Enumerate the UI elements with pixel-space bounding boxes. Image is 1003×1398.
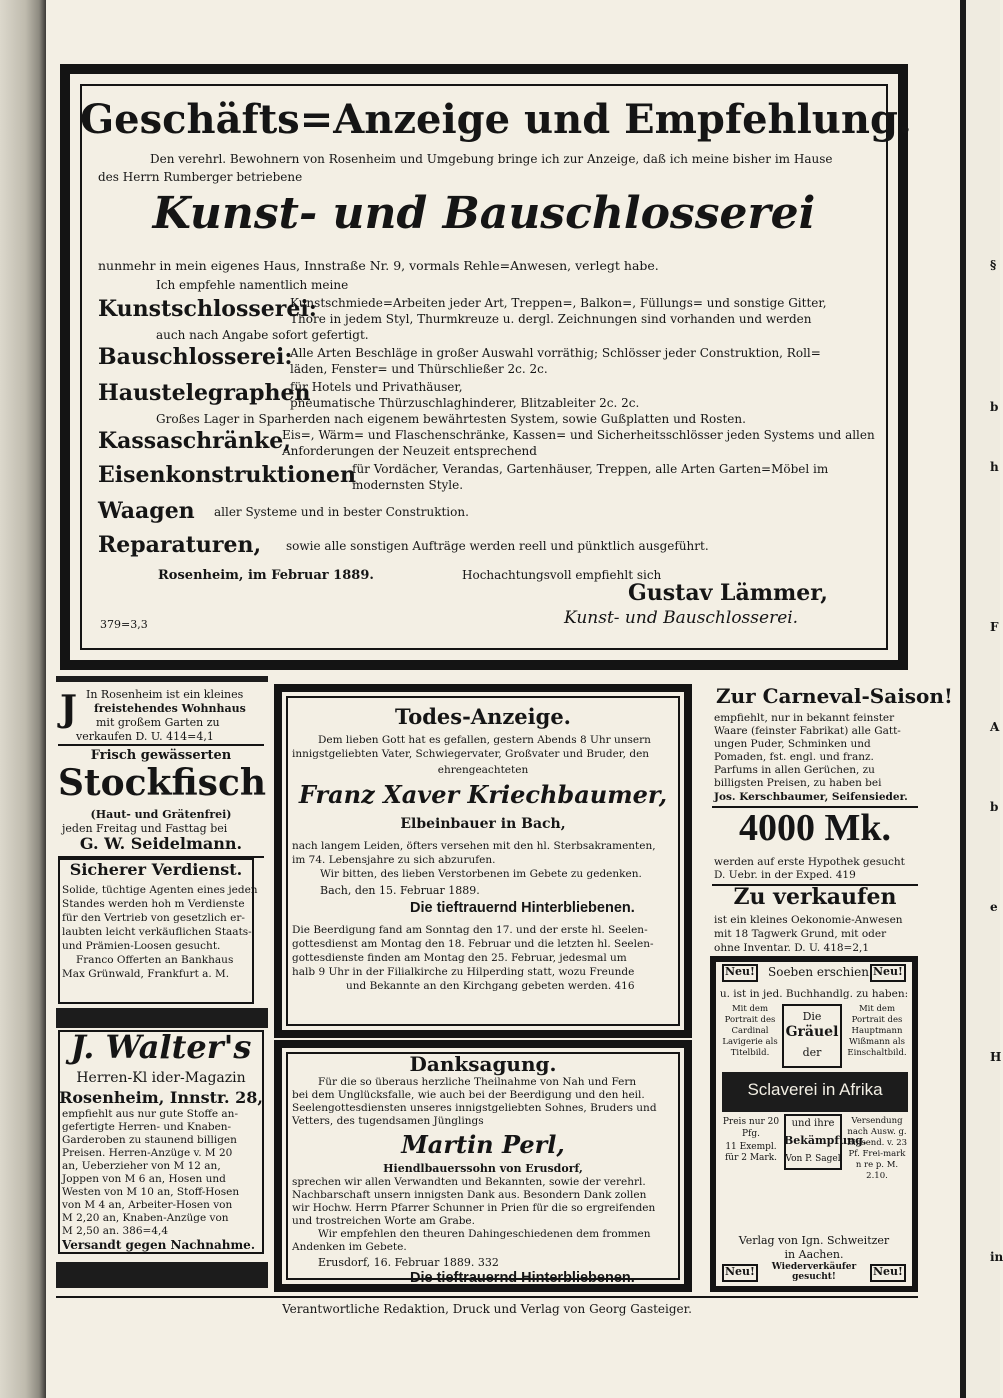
death-notice-title: Todes-Anzeige. xyxy=(395,704,571,729)
drop-cap: J xyxy=(60,688,78,730)
death-notice-line: Dem lieben Gott hat es gefallen, gestern Abends 8 Uhr unsern xyxy=(318,734,651,746)
new-badge-label: Neu! xyxy=(873,965,903,978)
walter-line: empfiehlt aus nur gute Stoffe an- xyxy=(62,1108,238,1120)
walter-address: Rosenheim, Innstr. 28, xyxy=(59,1088,263,1107)
sale-line: ist ein kleines Oekonomie-Anwesen xyxy=(714,914,903,926)
section-text: pneumatische Thürzuschlaghinderer, Blitzableiter 2c. 2c. xyxy=(290,396,640,410)
death-notice-date: Bach, den 15. Februar 1889. xyxy=(320,884,480,897)
earnings-line: für den Vertrieb von gesetzlich er- xyxy=(62,912,245,924)
margin-fragment: § xyxy=(990,258,997,272)
loan-amount: 4000 Mk. xyxy=(739,807,891,849)
walter-line: Garderoben zu staunend billigen xyxy=(62,1134,237,1146)
thanks-notice-line: Wir empfehlen den theuren Dahingeschiedenen dem frommen xyxy=(318,1228,651,1240)
thanks-notice-line: bei dem Unglücksfalle, wie auch bei der Beerdigung und den heil. xyxy=(292,1089,645,1101)
house-ad-line: In Rosenheim ist ein kleines xyxy=(86,688,244,701)
book-title-part: und ihre xyxy=(791,1118,835,1129)
section-text: aller Systeme und in bester Construktion. xyxy=(214,505,469,519)
new-badge-label: Neu! xyxy=(725,965,755,978)
ad-recommend-line: Ich empfehle namentlich meine xyxy=(156,278,349,292)
earnings-line: Franco Offerten an Bankhaus xyxy=(76,954,234,966)
section-text: Thore in jedem Styl, Thurmkreuze u. dergl. Zeichnungen sind vorhanden und werden xyxy=(290,312,812,326)
section-heading-eisenkonstruktionen: Eisenkonstruktionen xyxy=(98,462,356,488)
thanks-notice-name: Martin Perl, xyxy=(401,1130,565,1159)
book-availability: u. ist in jed. Buchhandlg. zu haben: xyxy=(719,988,909,1000)
death-notice-line: im 74. Lebensjahre zu sich abzurufen. xyxy=(292,854,496,866)
death-notice-line: Wir bitten, des lieben Verstorbenen im Gebete zu gedenken. xyxy=(320,868,642,880)
section-text: sowie alle sonstigen Aufträge werden reell und pünktlich ausgeführt. xyxy=(286,539,709,553)
death-notice-line: gottesdienste finden am Montag den 25. Februar, jedesmal um xyxy=(292,952,627,964)
ad-title: Geschäfts=Anzeige und Empfehlung. xyxy=(80,96,912,143)
thanks-notice-line: Nachbarschaft unsern innigsten Dank aus. Besondern Dank zollen xyxy=(292,1189,647,1201)
walter-subtitle: Herren-Kl ider-Magazin xyxy=(76,1070,246,1086)
book-resellers: Wiederverkäufer gesucht! xyxy=(771,1262,857,1282)
house-ad-line: freistehendes Wohnhaus xyxy=(94,702,246,715)
ad-business-name: Kunst- und Bauschlosserei xyxy=(152,188,816,239)
adjacent-page-rule xyxy=(960,0,966,1398)
walter-line: gefertigte Herren- und Knaben- xyxy=(62,1121,232,1133)
thanks-notice-line: Für die so überaus herzliche Theilnahme von Nah und Fern xyxy=(318,1076,637,1088)
section-heading-waagen: Waagen xyxy=(98,498,195,524)
book-publisher: Verlag von Ign. Schweitzer xyxy=(738,1234,890,1247)
section-heading-bauschlosserei: Bauschlosserei: xyxy=(98,344,293,370)
loan-line: D. Uebr. in der Exped. 419 xyxy=(714,869,856,881)
carnival-line: Pomaden, fst. engl. und franz. xyxy=(714,751,874,763)
adjacent-page-margin xyxy=(962,0,1000,1398)
section-text: für Hotels und Privathäuser, xyxy=(290,380,463,394)
section-text: Eis=, Wärm= und Flaschenschränke, Kassen= und Sicherheitsschlösser jeden Systems und allen xyxy=(282,428,875,442)
section-text: Kunstschmiede=Arbeiten jeder Art, Treppen=, Balkon=, Füllungs= und sonstige Gitter, xyxy=(290,296,827,310)
section-text: Alle Arten Beschläge in großer Auswahl vorräthig; Schlösser jeder Construktion, Roll= xyxy=(290,346,821,360)
ad-intro-line: Den verehrl. Bewohnern von Rosenheim und Umgebung bringe ich zur Anzeige, daß ich meine bisher im Hause xyxy=(150,152,833,166)
sale-line: ohne Inventar. D. U. 418=2,1 xyxy=(714,942,870,954)
section-heading-reparaturen: Reparaturen, xyxy=(98,532,262,558)
section-text: für Vordächer, Verandas, Gartenhäuser, Treppen, alle Arten Garten=Möbel im xyxy=(352,462,829,476)
section-text: modernsten Style. xyxy=(352,478,464,492)
ad-regards: Hochachtungsvoll empfiehlt sich xyxy=(462,568,662,582)
death-notice-line: halb 9 Uhr in der Filialkirche zu Hilperding statt, wozu Freunde xyxy=(292,966,635,978)
death-notice-signature: Die tieftrauernd Hinterbliebenen. xyxy=(410,900,635,916)
death-notice-line: innigstgeliebten Vater, Schwiegervater, Großvater und Bruder, den xyxy=(292,748,650,760)
new-badge-label: Neu! xyxy=(873,1265,903,1278)
section-text: Anforderungen der Neuzeit entsprechend xyxy=(282,444,537,458)
walter-footer: Versandt gegen Nachnahme. xyxy=(62,1238,255,1252)
ad-moved-line: nunmehr in mein eigenes Haus, Innstraße Nr. 9, vormals Rehle=Anwesen, verlegt habe. xyxy=(98,258,659,273)
footer-rule xyxy=(56,1296,918,1298)
book-title-part: der xyxy=(802,1046,822,1059)
death-notice-line: ehrengeachteten xyxy=(437,764,529,776)
thanks-notice-line: Seelengottesdiensten unseres innigstgeliebten Sohnes, Bruders und xyxy=(292,1102,657,1114)
ad-reference-number: 379=3,3 xyxy=(100,618,148,631)
sale-line: mit 18 Tagwerk Grund, mit oder xyxy=(714,928,887,940)
footer-imprint: Verantwortliche Redaktion, Druck und Verlag von Georg Gasteiger. xyxy=(282,1302,692,1316)
new-badge-label: Neu! xyxy=(725,1265,755,1278)
thanks-notice-signature: Die tieftrauernd Hinterbliebenen. xyxy=(410,1270,635,1286)
sale-title: Zu verkaufen xyxy=(733,884,897,910)
margin-fragment: b xyxy=(990,400,999,414)
thanks-notice-date: Erusdorf, 16. Februar 1889. 332 xyxy=(318,1256,499,1269)
book-left-note: Mit dem Portrait des Cardinal Lavigerie als Titelbild. xyxy=(722,1004,778,1058)
book-city: in Aachen. xyxy=(784,1248,844,1261)
house-ad-line: mit großem Garten zu xyxy=(96,716,220,729)
death-notice-name: Franz Xaver Kriechbaumer, xyxy=(298,780,668,809)
book-title-part: Bekämpfung. xyxy=(784,1134,867,1147)
book-right-note: Mit dem Portrait des Hauptmann Wißmann als Einschaltbild. xyxy=(847,1004,907,1058)
ad-signer: Gustav Lämmer, xyxy=(628,580,828,606)
thanks-notice-line: Andenken im Gebete. xyxy=(292,1241,407,1253)
thanks-notice-line: sprechen wir allen Verwandten und Bekannten, sowie der verehrl. xyxy=(292,1176,646,1188)
thanks-notice-line: Vetters, des tugendsamen Jünglings xyxy=(292,1115,484,1127)
ad-intro-line: des Herrn Rumberger betriebene xyxy=(98,170,303,184)
death-notice-line: Die Beerdigung fand am Sonntag den 17. und der erste hl. Seelen- xyxy=(292,924,648,936)
walter-line: Joppen von M 6 an, Hosen und xyxy=(62,1173,226,1185)
margin-fragment: e xyxy=(990,900,998,914)
walter-line: M 2,20 an, Knaben-Anzüge von xyxy=(62,1212,229,1224)
walter-title: J. Walter's xyxy=(70,1028,252,1066)
stockfish-title: Stockfisch xyxy=(58,762,267,804)
book-published: Soeben erschien xyxy=(768,965,869,979)
loan-line: werden auf erste Hypothek gesucht xyxy=(714,856,905,868)
margin-fragment: in xyxy=(990,1250,1003,1264)
book-price: Preis nur 20 Pfg. xyxy=(722,1117,780,1139)
margin-fragment: H xyxy=(990,1050,1002,1064)
book-title-part: Gräuel xyxy=(785,1024,839,1040)
margin-fragment: b xyxy=(990,800,999,814)
death-notice-line: gottesdienst am Montag den 18. Februar und die letzten hl. Seelen- xyxy=(292,938,654,950)
stockfish-seller: G. W. Seidelmann. xyxy=(79,834,243,853)
column-rule xyxy=(56,1008,268,1028)
thanks-notice-role: Hiendlbauerssohn von Erusdorf, xyxy=(383,1162,583,1175)
ad-signer-business: Kunst- und Bauschlosserei. xyxy=(564,608,799,628)
walter-line: Westen von M 10 an, Stoff-Hosen xyxy=(62,1186,240,1198)
book-bulk-price: 11 Exempl. für 2 Mark. xyxy=(724,1142,778,1163)
thanks-notice-line: und trostreichen Worte am Grabe. xyxy=(292,1215,475,1227)
section-text: auch nach Angabe sofort gefertigt. xyxy=(156,328,369,342)
walter-line: von M 4 an, Arbeiter-Hosen von xyxy=(62,1199,233,1211)
ad-place-date: Rosenheim, im Februar 1889. xyxy=(158,568,374,583)
carnival-line: billigsten Preisen, zu haben bei xyxy=(714,777,882,789)
stockfish-pre: Frisch gewässerten xyxy=(90,748,232,763)
death-notice-line: nach langem Leiden, öfters versehen mit den hl. Sterbsakramenten, xyxy=(292,840,656,852)
section-text: läden, Fenster= und Thürschließer 2c. 2c. xyxy=(290,362,548,376)
section-heading-kassaschraenke: Kassaschränke, xyxy=(98,428,291,454)
carnival-seller: Jos. Kerschbaumer, Seifensieder. xyxy=(714,791,908,803)
earnings-title: Sicherer Verdienst. xyxy=(69,860,243,879)
margin-fragment: h xyxy=(990,460,999,474)
carnival-title: Zur Carneval-Saison! xyxy=(716,684,953,708)
stockfish-line: jeden Freitag und Fasttag bei xyxy=(62,822,228,835)
section-heading-haustelegraphen: Haustelegraphen xyxy=(98,380,311,406)
thanks-notice-line: wir Hochw. Herrn Pfarrer Schunner in Prien für die so ergreifenden xyxy=(292,1202,656,1214)
thanks-notice-title: Danksagung. xyxy=(409,1052,557,1076)
column-rule xyxy=(56,1262,268,1288)
book-binding-edge xyxy=(0,0,46,1398)
walter-line: M 2,50 an. 386=4,4 xyxy=(62,1225,169,1237)
carnival-line: Parfums in allen Gerüchen, zu xyxy=(714,764,875,776)
earnings-line: Solide, tüchtige Agenten eines jeden xyxy=(62,884,258,896)
house-ad-line: verkaufen D. U. 414=4,1 xyxy=(76,730,214,743)
divider xyxy=(58,744,264,746)
book-author: Von P. Sagel xyxy=(785,1154,841,1164)
carnival-line: Waare (feinster Fabrikat) alle Gatt- xyxy=(714,725,901,737)
death-notice-role: Elbeinbauer in Bach, xyxy=(400,816,566,832)
earnings-line: Standes werden hoh m Verdienste xyxy=(62,898,245,910)
earnings-line: und Prämien-Loosen gesucht. xyxy=(62,940,221,952)
walter-line: an, Ueberzieher von M 12 an, xyxy=(62,1160,221,1172)
carnival-line: empfiehlt, nur in bekannt feinster xyxy=(714,712,895,724)
book-title: Sclaverei in Afrika xyxy=(747,1080,883,1099)
walter-line: Preisen. Herren-Anzüge v. M 20 xyxy=(62,1147,233,1159)
section-heading-kunstschlosserei: Kunstschlosserei: xyxy=(98,296,317,322)
earnings-line: Max Grünwald, Frankfurt a. M. xyxy=(62,968,230,980)
column-rule xyxy=(56,676,268,682)
book-shipping: Versendung nach Ausw. g. Einsend. v. 23 Pf. Frei-mark n re p. M. 2.10. xyxy=(846,1116,908,1181)
margin-fragment: A xyxy=(990,720,1000,734)
book-title-part: Die xyxy=(802,1010,822,1023)
earnings-line: laubten leicht verkäuflichen Staats- xyxy=(62,926,252,938)
carnival-line: ungen Puder, Schminken und xyxy=(714,738,871,750)
margin-fragment: F xyxy=(990,620,999,634)
section-text: Großes Lager in Sparherden nach eigenem bewährtesten System, sowie Gußplatten und Rosten. xyxy=(156,412,746,426)
death-notice-line: und Bekannte an den Kirchgang gebeten werden. 416 xyxy=(346,980,635,992)
stockfish-sub: (Haut- und Grätenfrei) xyxy=(90,808,232,821)
